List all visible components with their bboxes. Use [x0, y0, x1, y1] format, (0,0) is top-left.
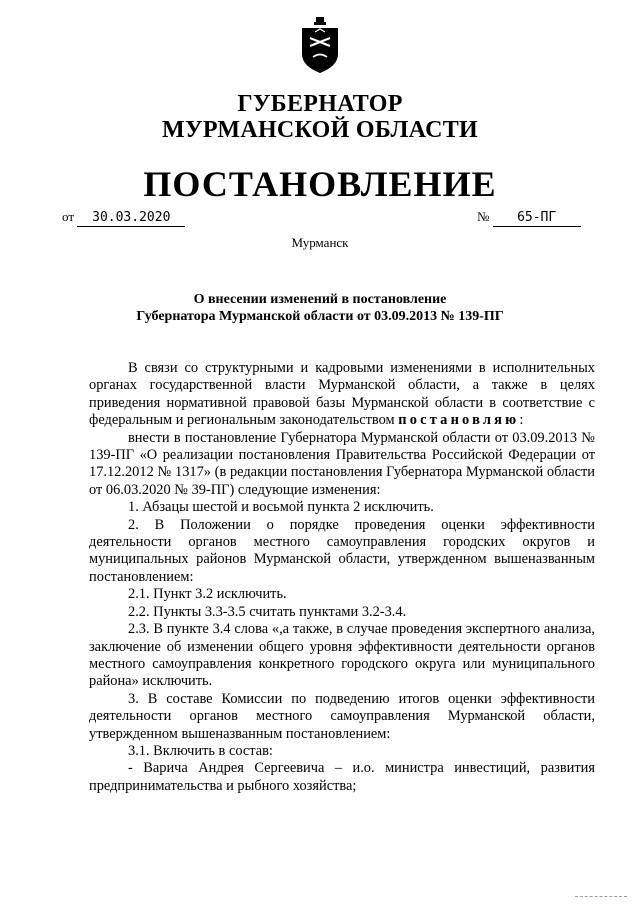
subject-line1: О внесении изменений в постановление: [193, 292, 447, 307]
paragraph-preamble: [89, 360, 595, 430]
document-body: [89, 360, 595, 795]
paragraph-item-2-1: 2.1. Пункт 3.2 исключить.: [128, 586, 287, 603]
paragraph-item-2: 2. В Положении о порядке проведения оценки эффективности деятельности органов местного самоуправления городских округов и муниципальных районов Мурманской области, утвержденном вышеназванным постановлением:: [89, 516, 595, 585]
paragraph-item-1: 1. Абзацы шестой и восьмой пункта 2 исключить.: [128, 499, 434, 516]
document-number: [477, 209, 581, 227]
subject-line2: Губернатора Мурманской области от 03.09.2013 № 139-ПГ: [136, 309, 504, 324]
number-value: 65-ПГ: [493, 210, 581, 227]
date-value: 30.03.2020: [77, 210, 185, 227]
paragraph-item-3: 3. В составе Комиссии по подведению итогов оценки эффективности деятельности органов местного самоуправления Мурманской области, утвержденном вышеназванным постановлением:: [89, 690, 595, 742]
paragraph-item-3-1: 3.1. Включить в состав:: [128, 742, 273, 759]
paragraph-amend: внести в постановление Губернатора Мурманской области от 03.09.2013 № 139-ПГ «О реализации постановления Правительства Российской Федерации от 17.12.2012 № 1317» (в редакции постановления Губернатора Мурманской области от 06.03.2020 № 39-ПГ) следующие изменения:: [89, 429, 595, 498]
paragraph-member: - Варича Андрея Сергеевича – и.о. министра инвестиций, развития предпринимательства и рыбного хозяйства;: [89, 760, 595, 794]
paragraph-item-2-3: 2.3. В пункте 3.4 слова «,а также, в случае проведения экспертного анализа, заключение об изменении общего уровня эффективности деятельности органов местного самоуправления конкретного городского округа или муниципального района» исключить.: [89, 621, 595, 690]
document-date: [62, 209, 185, 227]
decree-keyword: постановляю: [398, 412, 520, 429]
authority-title-line1: ГУБЕРНАТОР: [237, 91, 403, 117]
date-prefix: от: [62, 209, 75, 224]
preamble-text: В связи со структурными и кадровыми изменениями в исполнительных органах государственной власти Мурманской области, а также в целях приведения нормативной правовой базы Мурманской области в соответствие с федеральным и региональным законодательством: [89, 360, 595, 429]
city-name: Мурманск: [291, 235, 349, 250]
paragraph-item-2-2: 2.2. Пункты 3.3-3.5 считать пунктами 3.2-3.4.: [128, 603, 407, 620]
scan-edge-mark: [575, 896, 627, 899]
authority-title-line2: МУРМАНСКОЙ ОБЛАСТИ: [162, 117, 478, 143]
document-type-title: ПОСТАНОВЛЕНИЕ: [143, 164, 497, 204]
document-subject: [60, 291, 580, 325]
coat-of-arms-icon: [299, 16, 341, 74]
number-prefix: №: [477, 209, 490, 224]
preamble-colon: :: [519, 412, 524, 429]
